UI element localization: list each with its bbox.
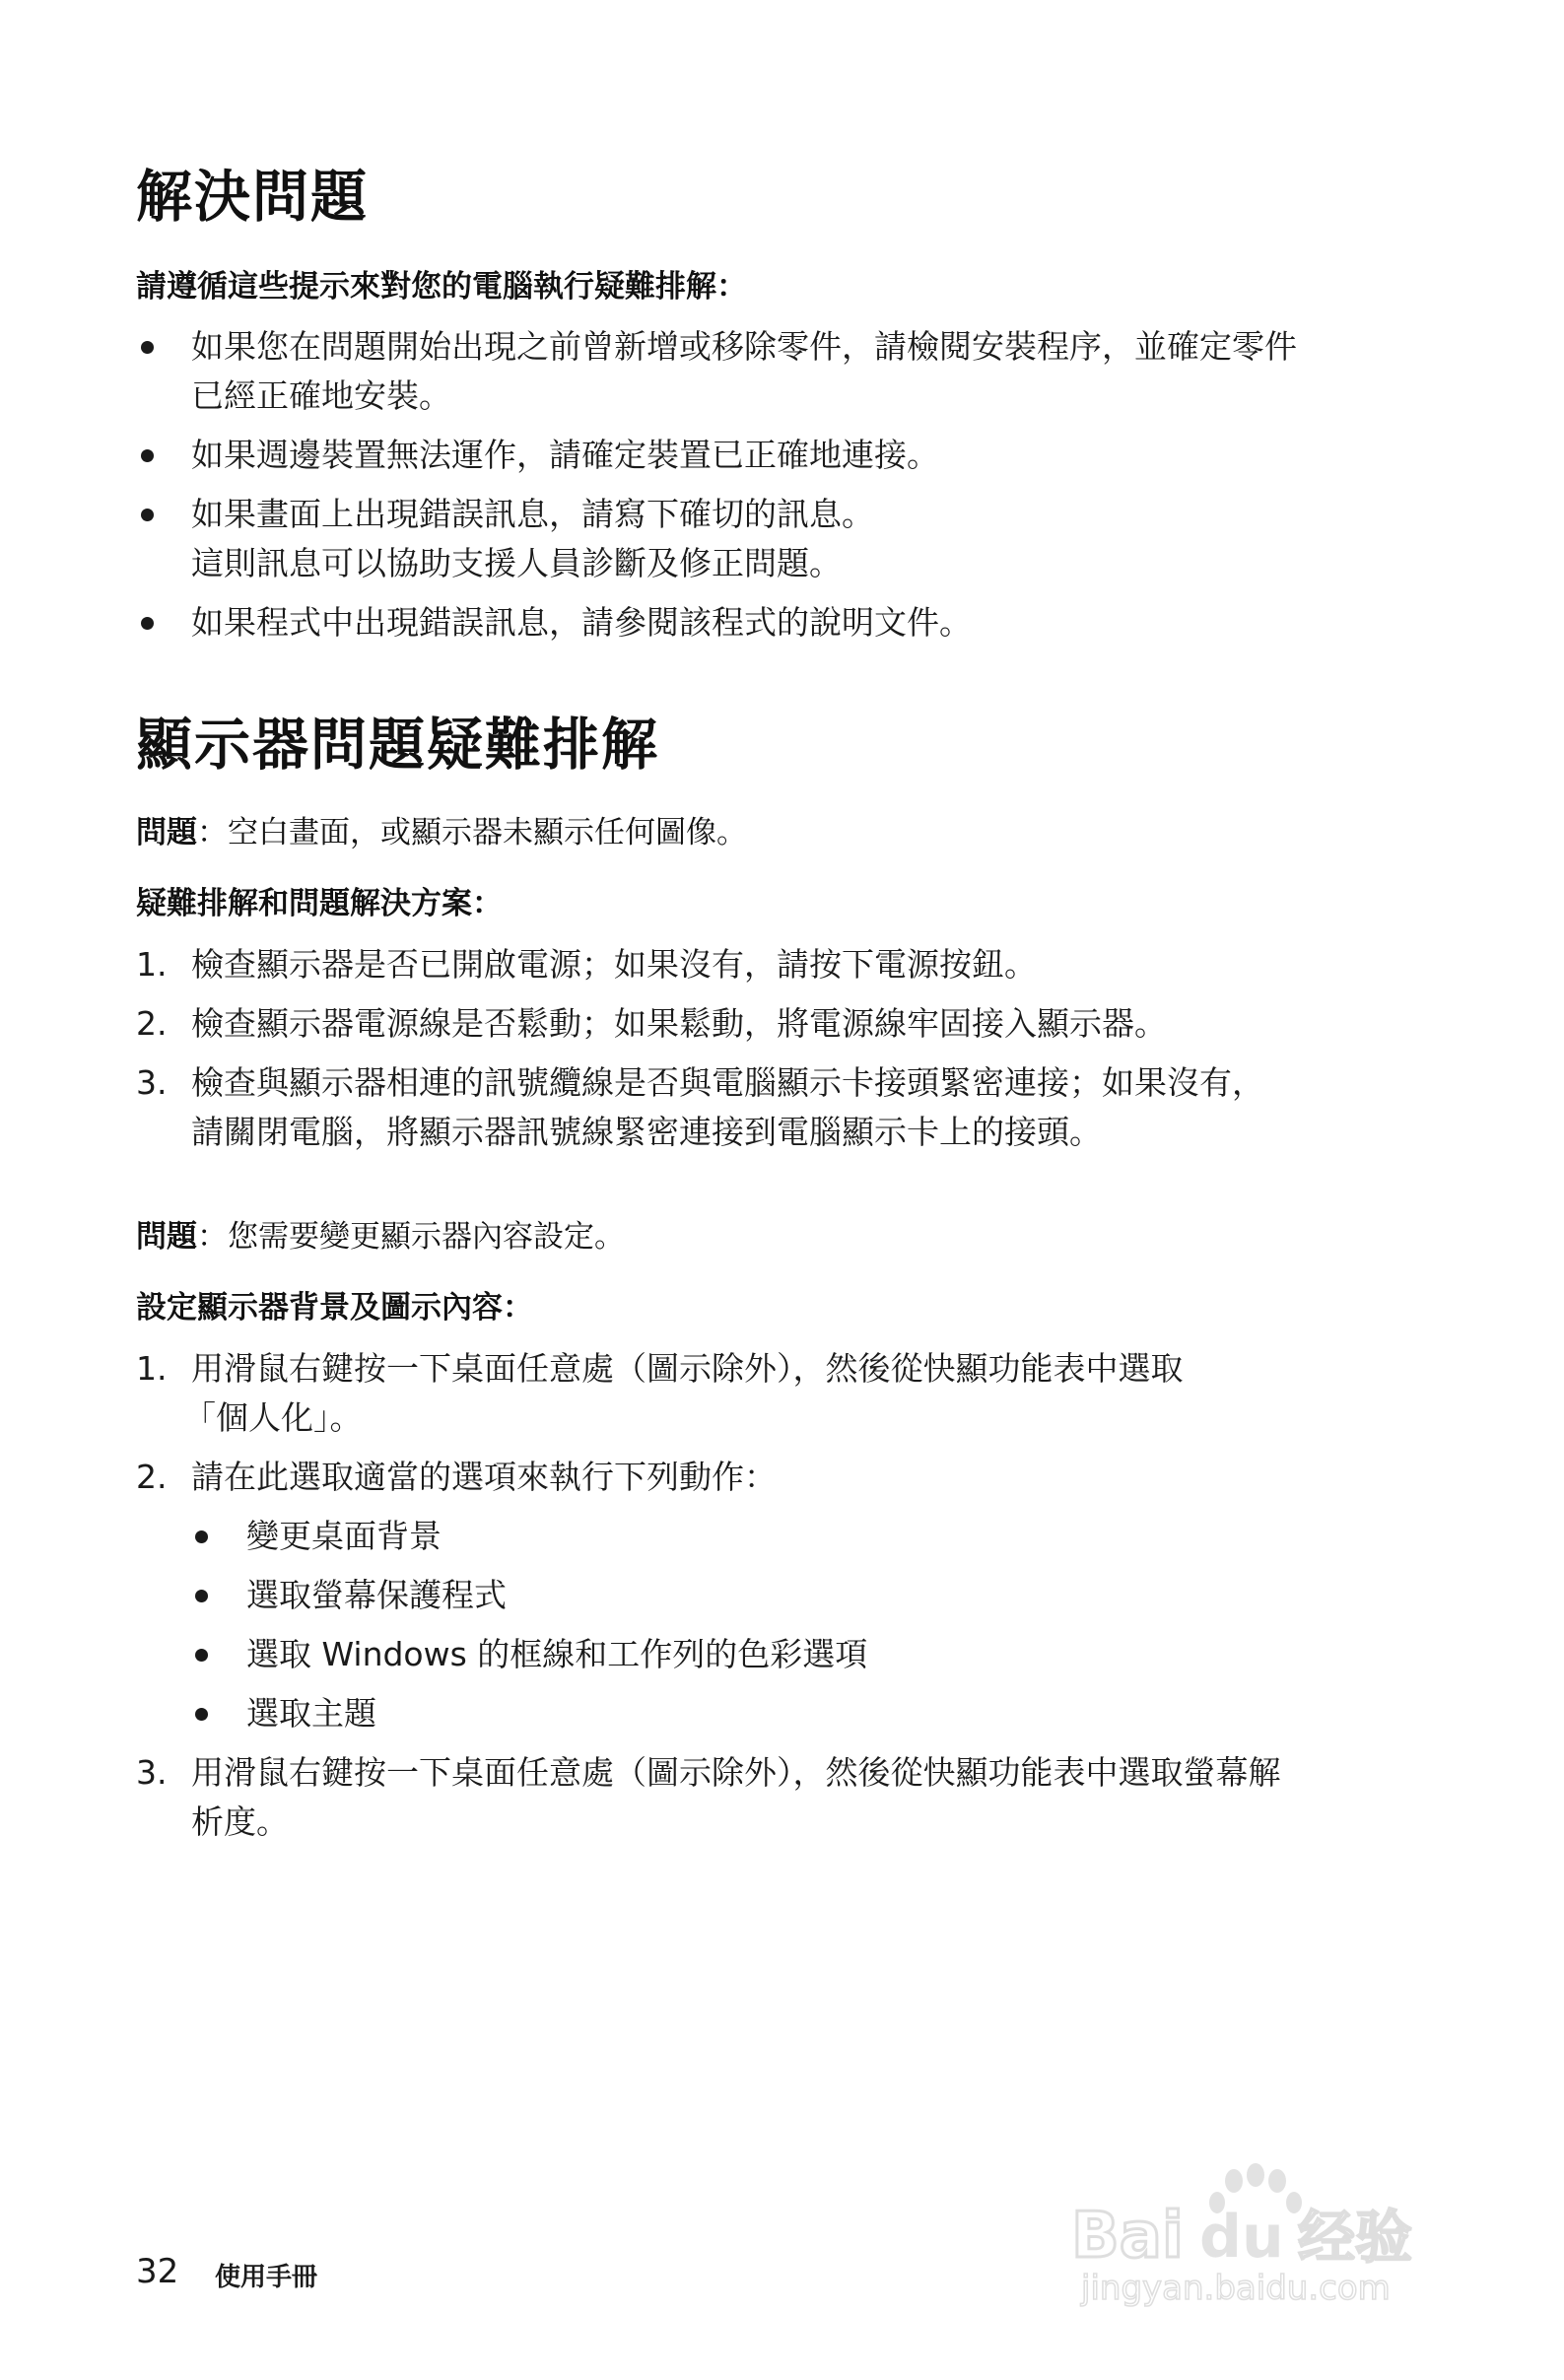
step-number: 2. [136,1004,168,1043]
bullet-icon [141,509,154,521]
bullet-icon [141,341,154,354]
sub-bullet-text: 變更桌面背景 [246,1517,442,1555]
bullet-icon [195,1649,208,1662]
problem-text: ：空白畫面，或顯示器未顯示任何圖像。 [197,815,747,850]
bullet-icon [141,617,154,630]
step-text: 析度。 [191,1802,289,1841]
footer-title: 使用手冊 [215,2263,318,2292]
step-number: 1. [136,1349,168,1388]
step-number: 3. [136,1063,168,1102]
step-text: 請關閉電腦，將顯示器訊號線緊密連接到電腦顯示卡上的接頭。 [191,1113,1102,1151]
bullet-icon [195,1530,208,1543]
watermark-url: jingyan.baidu.com [1081,2269,1391,2308]
section-title-display-troubleshooting: 顯示器問題疑難排解 [136,713,659,778]
bullet-icon [141,449,154,462]
step-text: 檢查顯示器是否已開啟電源；如果沒有，請按下電源按鈕。 [191,945,1037,984]
bullet-text: 這則訊息可以協助支援人員診斷及修正問題。 [191,544,842,582]
sub-bullet-text: 選取螢幕保護程式 [246,1576,507,1614]
problem-statement [136,1219,625,1255]
bullet-text: 已經正確地安裝。 [191,376,451,415]
step-text: 檢查顯示器電源線是否鬆動；如果鬆動，將電源線牢固接入顯示器。 [191,1004,1167,1043]
solution-heading: 疑難排解和問題解決方案： [136,886,503,921]
bullet-icon [195,1590,208,1602]
watermark-brand2: du [1199,2203,1284,2272]
step-text: 用滑鼠右鍵按一下桌面任意處（圖示除外），然後從快顯功能表中選取螢幕解 [191,1753,1281,1792]
step-number: 2. [136,1458,168,1496]
bullet-text: 如果畫面上出現錯誤訊息，請寫下確切的訊息。 [191,495,874,533]
step-number: 3. [136,1753,168,1792]
watermark-brand: Bai [1071,2200,1184,2273]
step-text: 檢查與顯示器相連的訊號纜線是否與電腦顯示卡接頭緊密連接；如果沒有， [191,1063,1264,1102]
bullet-text: 如果程式中出現錯誤訊息，請參閱該程式的說明文件。 [191,603,972,642]
watermark-cn: 经验 [1298,2204,1413,2271]
bullet-icon [195,1708,208,1721]
step-text: 請在此選取適當的選項來執行下列動作： [191,1458,777,1496]
baidu-watermark-logo [1061,2163,1475,2311]
sub-bullet-text: 選取 Windows 的框線和工作列的色彩選項 [246,1635,868,1673]
section-title-troubleshooting: 解決問題 [136,165,369,230]
step-text: 「個人化」。 [183,1398,363,1437]
step-text: 用滑鼠右鍵按一下桌面任意處（圖示除外），然後從快顯功能表中選取 [191,1349,1184,1388]
page-number: 32 [136,2252,179,2291]
bullet-text: 如果您在問題開始出現之前曾新增或移除零件，請檢閱安裝程序，並確定零件 [191,327,1297,366]
sub-bullet-text: 選取主題 [246,1694,376,1733]
problem-text: ：您需要變更顯示器內容設定。 [197,1219,625,1255]
section-intro: 請遵循這些提示來對您的電腦執行疑難排解： [136,269,747,305]
solution-heading: 設定顯示器背景及圖示內容： [136,1290,533,1326]
problem-label: 問題 [136,1219,197,1255]
bullet-text: 如果週邊裝置無法運作，請確定裝置已正確地連接。 [191,436,939,474]
problem-statement [136,815,747,850]
step-number: 1. [136,945,168,984]
problem-label: 問題 [136,815,197,850]
